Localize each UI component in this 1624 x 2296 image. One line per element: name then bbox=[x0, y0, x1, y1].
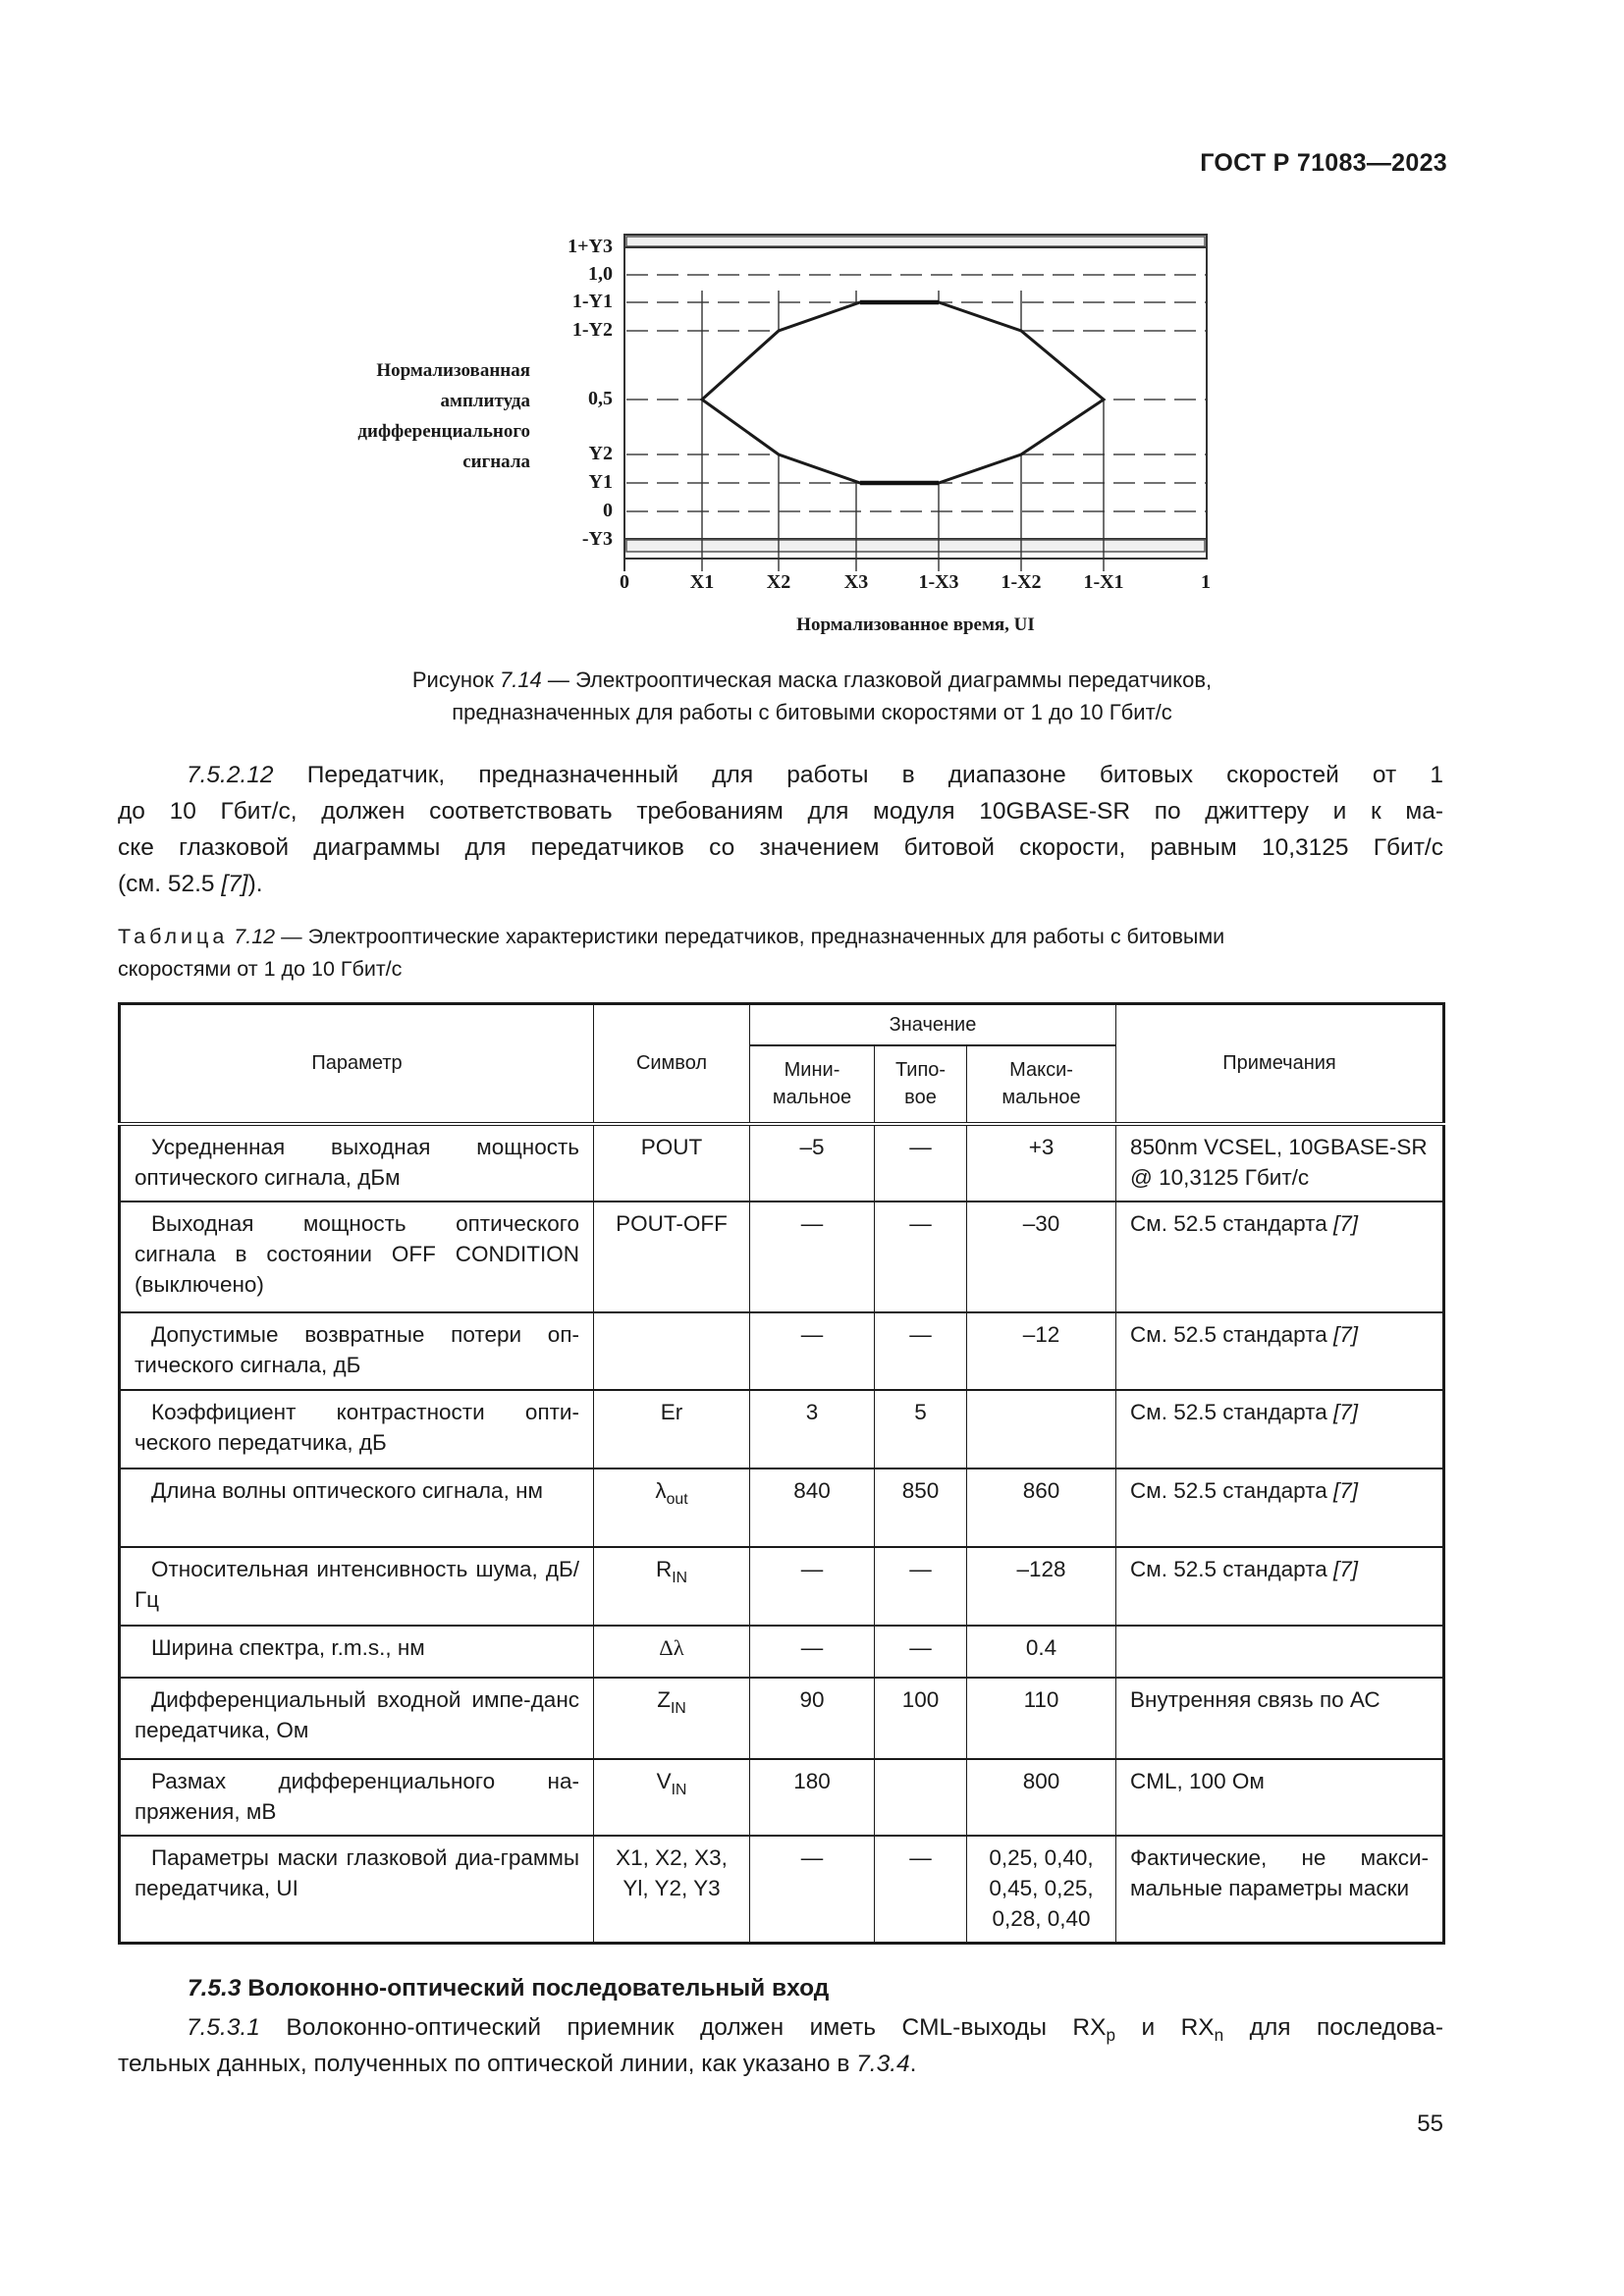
cell-max: +3 bbox=[967, 1124, 1116, 1201]
cell-min: 840 bbox=[750, 1468, 875, 1547]
cell-note: Внутренняя связь по АС bbox=[1116, 1678, 1444, 1759]
table-row bbox=[120, 1390, 1444, 1468]
header-symbol: Символ bbox=[594, 1004, 750, 1124]
table-row bbox=[120, 1124, 1444, 1201]
cell-typ: — bbox=[875, 1836, 967, 1944]
subscript: n bbox=[1214, 2025, 1224, 2045]
table-label: Таблица bbox=[118, 925, 229, 948]
y-axis-title-line: амплитуда bbox=[440, 391, 530, 411]
cell-note bbox=[1116, 1312, 1444, 1390]
cell-param: Длина волны оптического сигнала, нм bbox=[120, 1468, 594, 1547]
symbol-text: λ bbox=[655, 1477, 667, 1503]
x-tick: 1-X2 bbox=[1001, 571, 1042, 593]
cell-param: Коэффициент контрастности опти-ческого передатчика, дБ bbox=[120, 1390, 594, 1468]
symbol-text: X1, X2, X3, Yl, Y2, Y3 bbox=[616, 1844, 728, 1900]
note-text: См. 52.5 стандарта bbox=[1130, 1477, 1334, 1503]
symbol-text: Er bbox=[660, 1399, 683, 1424]
cell-symbol bbox=[594, 1312, 750, 1390]
cell-typ: — bbox=[875, 1312, 967, 1390]
header-param: Параметр bbox=[120, 1004, 594, 1124]
paragraph-text: Волоконно-оптический приемник должен иметь CML-выходы RX bbox=[259, 2014, 1107, 2041]
cell-min: 3 bbox=[750, 1390, 875, 1468]
paragraph-text: Передатчик, предназначенный для работы в диапазоне битовых скоростей от 1 bbox=[306, 762, 1443, 788]
table-row bbox=[120, 1201, 1444, 1312]
figure-caption-line-2: предназначенных для работы с битовыми скоростями от 1 до 10 Гбит/с bbox=[452, 700, 1172, 724]
note-text: См. 52.5 стандарта bbox=[1130, 1556, 1334, 1581]
paragraph-7-5-3-1 bbox=[118, 2009, 1443, 2082]
header-typ: Типо-вое bbox=[875, 1045, 967, 1124]
cell-note bbox=[1116, 1547, 1444, 1626]
y-tick: 1,0 bbox=[588, 263, 613, 285]
cell-typ: 100 bbox=[875, 1678, 967, 1759]
cell-max: 110 bbox=[967, 1678, 1116, 1759]
y-axis-title-line: сигнала bbox=[462, 452, 530, 472]
cell-symbol bbox=[594, 1201, 750, 1312]
y-tick: 1-Y2 bbox=[571, 319, 613, 341]
table-number: 7.12 bbox=[234, 925, 276, 948]
reference-link: [7] bbox=[221, 871, 248, 897]
cell-param: Ширина спектра, r.m.s., нм bbox=[120, 1626, 594, 1678]
figure-number: 7.14 bbox=[499, 667, 542, 692]
cell-max: –128 bbox=[967, 1547, 1116, 1626]
x-tick: 1-X3 bbox=[918, 571, 959, 593]
x-tick: X1 bbox=[689, 571, 715, 593]
cell-param: Параметры маски глазковой диа-граммы передатчика, UI bbox=[120, 1836, 594, 1944]
cell-note: CML, 100 Ом bbox=[1116, 1759, 1444, 1836]
table-title-line-1 bbox=[118, 921, 1443, 953]
table-row bbox=[120, 1759, 1444, 1836]
cell-typ: — bbox=[875, 1547, 967, 1626]
symbol-subscript: IN bbox=[671, 1699, 686, 1717]
paragraph-text: ). bbox=[247, 871, 263, 897]
cell-typ: 850 bbox=[875, 1468, 967, 1547]
cell-note bbox=[1116, 1626, 1444, 1678]
cell-typ: — bbox=[875, 1124, 967, 1201]
y-tick: 0,5 bbox=[588, 388, 613, 409]
symbol-text: Δλ bbox=[659, 1634, 684, 1660]
cell-symbol bbox=[594, 1547, 750, 1626]
cell-note: Фактические, не макси-мальные параметры маски bbox=[1116, 1836, 1444, 1944]
note-text: См. 52.5 стандарта bbox=[1130, 1399, 1334, 1424]
symbol-text: POUT bbox=[640, 1134, 703, 1159]
header-max: Макси-мальное bbox=[967, 1045, 1116, 1124]
eye-mask-diagram bbox=[0, 0, 1624, 667]
document-header-id: ГОСТ Р 71083—2023 bbox=[1200, 149, 1447, 177]
table-row bbox=[120, 1468, 1444, 1547]
symbol-text: POUT-OFF bbox=[616, 1210, 728, 1236]
cell-param: Относительная интенсивность шума, дБ/Гц bbox=[120, 1547, 594, 1626]
paragraph-line bbox=[118, 2046, 1443, 2082]
cell-min: 90 bbox=[750, 1678, 875, 1759]
table-row bbox=[120, 1626, 1444, 1678]
x-tick: 0 bbox=[620, 571, 629, 593]
x-axis-tick-labels bbox=[0, 571, 1624, 597]
cell-symbol bbox=[594, 1468, 750, 1547]
section-title: Волоконно-оптический последовательный вход bbox=[247, 1975, 830, 2002]
cell-max: 800 bbox=[967, 1759, 1116, 1836]
note-text: См. 52.5 стандарта bbox=[1130, 1321, 1334, 1347]
paragraph-text: (см. 52.5 bbox=[118, 871, 222, 897]
paragraph-line bbox=[118, 2009, 1443, 2046]
y-axis-title-line: Нормализованная bbox=[376, 360, 530, 381]
reference-link: [7] bbox=[1333, 1556, 1359, 1581]
symbol-text: Z bbox=[657, 1686, 671, 1712]
cell-note bbox=[1116, 1390, 1444, 1468]
y-tick: -Y3 bbox=[581, 528, 613, 550]
figure-caption bbox=[0, 664, 1624, 728]
cell-symbol bbox=[594, 1390, 750, 1468]
y-tick: 1-Y1 bbox=[571, 291, 613, 312]
cell-max: –12 bbox=[967, 1312, 1116, 1390]
cell-symbol bbox=[594, 1124, 750, 1201]
cell-typ bbox=[875, 1759, 967, 1836]
cell-max: 0.4 bbox=[967, 1626, 1116, 1678]
symbol-subscript: IN bbox=[672, 1569, 687, 1586]
table-row bbox=[120, 1836, 1444, 1944]
y-tick: 0 bbox=[603, 500, 613, 521]
y-tick: Y2 bbox=[588, 443, 613, 464]
y-tick: Y1 bbox=[588, 471, 613, 493]
y-tick: 1+Y3 bbox=[568, 236, 613, 257]
cell-max bbox=[967, 1390, 1116, 1468]
cell-min: –5 bbox=[750, 1124, 875, 1201]
paragraph-line: до 10 Гбит/с, должен соответствовать требованиям для модуля 10GBASE-SR по джиттеру и к ма- bbox=[118, 798, 1443, 825]
table-row bbox=[120, 1547, 1444, 1626]
symbol-subscript: IN bbox=[671, 1781, 687, 1798]
caption-text: — Электрооптическая маска глазковой диаграммы передатчиков, bbox=[541, 667, 1213, 692]
table-row bbox=[120, 1678, 1444, 1759]
paragraph-7-5-2-12 bbox=[118, 757, 1443, 902]
section-heading bbox=[188, 1975, 829, 2002]
characteristics-table bbox=[118, 1002, 1445, 1945]
header-min: Мини-мальное bbox=[750, 1045, 875, 1124]
note-text: См. 52.5 стандарта bbox=[1130, 1210, 1334, 1236]
clause-number: 7.5.2.12 bbox=[187, 762, 274, 788]
cell-min: — bbox=[750, 1312, 875, 1390]
cell-param: Усредненная выходная мощность оптического сигнала, дБм bbox=[120, 1124, 594, 1201]
cell-param: Дифференциальный входной импе-данс передатчика, Ом bbox=[120, 1678, 594, 1759]
x-axis-title: Нормализованное время, UI bbox=[796, 614, 1035, 635]
cell-note bbox=[1116, 1201, 1444, 1312]
y-axis-title-line: дифференциального bbox=[357, 421, 530, 442]
table-row bbox=[120, 1312, 1444, 1390]
cell-min: — bbox=[750, 1626, 875, 1678]
table-title-line-2: скоростями от 1 до 10 Гбит/с bbox=[118, 957, 403, 981]
cell-min: 180 bbox=[750, 1759, 875, 1836]
reference-link: 7.3.4 bbox=[856, 2051, 910, 2077]
cell-typ: 5 bbox=[875, 1390, 967, 1468]
page-number: 55 bbox=[1417, 2110, 1443, 2137]
header-notes: Примечания bbox=[1116, 1004, 1444, 1124]
cell-note bbox=[1116, 1468, 1444, 1547]
symbol-text: R bbox=[656, 1556, 673, 1581]
cell-note: 850nm VCSEL, 10GBASE-SR @ 10,3125 Гбит/с bbox=[1116, 1124, 1444, 1201]
x-tick: 1 bbox=[1201, 571, 1211, 593]
cell-max: 0,25, 0,40, 0,45, 0,25, 0,28, 0,40 bbox=[967, 1836, 1116, 1944]
symbol-subscript: out bbox=[666, 1490, 688, 1508]
x-tick: 1-X1 bbox=[1083, 571, 1124, 593]
paragraph-line bbox=[118, 757, 1443, 793]
cell-param: Допустимые возвратные потери оп-тического сигнала, дБ bbox=[120, 1312, 594, 1390]
caption-prefix: Рисунок bbox=[411, 667, 500, 692]
paragraph-text: . bbox=[909, 2051, 917, 2077]
cell-param: Размах дифференциального на-пряжения, мВ bbox=[120, 1759, 594, 1836]
symbol-text: V bbox=[656, 1768, 672, 1793]
cell-min: — bbox=[750, 1201, 875, 1312]
cell-param: Выходная мощность оптического сигнала в состоянии OFF CONDITION (выключено) bbox=[120, 1201, 594, 1312]
cell-symbol bbox=[594, 1759, 750, 1836]
paragraph-text: тельных данных, полученных по оптической линии, как указано в bbox=[118, 2051, 857, 2077]
subscript: p bbox=[1106, 2025, 1115, 2045]
reference-link: [7] bbox=[1333, 1399, 1359, 1424]
cell-max: 860 bbox=[967, 1468, 1116, 1547]
cell-min: — bbox=[750, 1547, 875, 1626]
paragraph-line: ске глазковой диаграммы для передатчиков со значением битовой скорости, равным 10,3125 Гбит/с bbox=[118, 834, 1443, 861]
y-axis-title bbox=[295, 355, 530, 477]
cell-symbol bbox=[594, 1678, 750, 1759]
reference-link: [7] bbox=[1333, 1321, 1359, 1347]
x-tick: X3 bbox=[843, 571, 869, 593]
cell-min: — bbox=[750, 1836, 875, 1944]
x-tick: X2 bbox=[766, 571, 791, 593]
section-number: 7.5.3 bbox=[188, 1975, 242, 2002]
table-title bbox=[118, 921, 1443, 986]
table-title-text: — Электрооптические характеристики передатчиков, предназначенных для работы с битовыми bbox=[275, 925, 1225, 948]
cell-typ: — bbox=[875, 1626, 967, 1678]
reference-link: [7] bbox=[1333, 1210, 1359, 1236]
reference-link: [7] bbox=[1333, 1477, 1359, 1503]
header-value-group: Значение bbox=[750, 1004, 1116, 1045]
cell-symbol bbox=[594, 1836, 750, 1944]
cell-typ: — bbox=[875, 1201, 967, 1312]
figure-caption-line-1 bbox=[0, 664, 1624, 696]
paragraph-line bbox=[118, 866, 1443, 902]
clause-number: 7.5.3.1 bbox=[187, 2014, 260, 2041]
paragraph-text: и RX bbox=[1114, 2014, 1215, 2041]
paragraph-text: для последова- bbox=[1223, 2014, 1443, 2041]
cell-max: –30 bbox=[967, 1201, 1116, 1312]
cell-symbol bbox=[594, 1626, 750, 1678]
